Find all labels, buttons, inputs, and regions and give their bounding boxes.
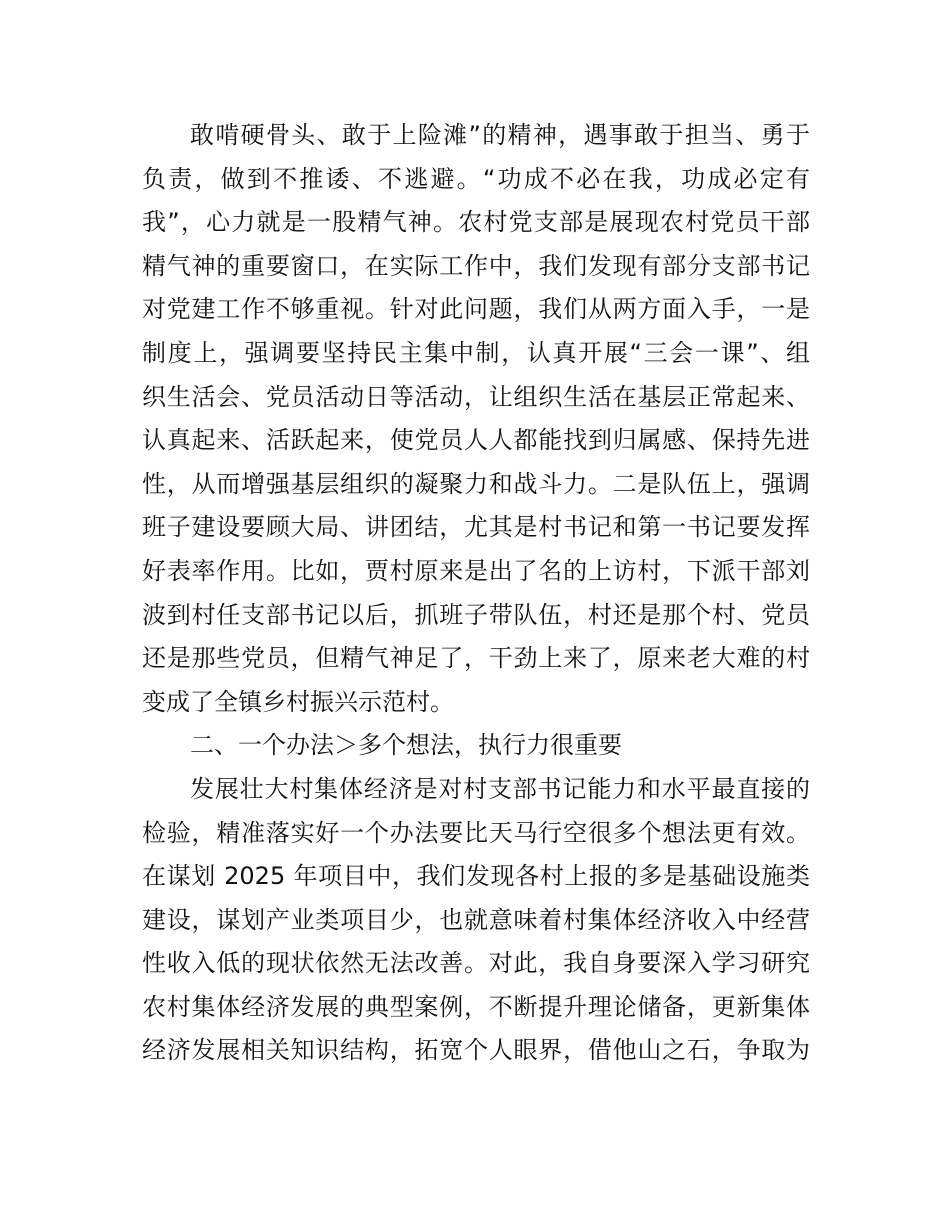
- text-line: 精气神的重要窗口，在实际工作中，我们发现有部分支部书记: [142, 251, 810, 280]
- text-line: 认真起来、活跃起来，使党员人人都能找到归属感、保持先进: [142, 426, 810, 455]
- text-line: 检验，精准落实好一个办法要比天马行空很多个想法更有效。: [142, 818, 810, 847]
- text-line: 变成了全镇乡村振兴示范村。: [142, 687, 454, 716]
- paragraph: [142, 768, 810, 1073]
- text-line: 敢啃硬骨头、敢于上险滩”的精神，遇事敢于担当、勇于: [190, 121, 810, 149]
- text-line: 发展壮大村集体经济是对村支部书记能力和水平最直接的: [190, 774, 810, 803]
- text-line: 农村集体经济发展的典型案例，不断提升理论储备，更新集体: [142, 992, 810, 1021]
- text-line: 对党建工作不够重视。针对此问题，我们从两方面入手，一是: [142, 295, 810, 324]
- text-line: 我”，心力就是一股精气神。农村党支部是展现农村党员干部: [142, 208, 810, 237]
- text-line: 性收入低的现状依然无法改善。对此，我自身要深入学习研究: [142, 949, 810, 978]
- text-line: 制度上，强调要坚持民主集中制，认真开展“三会一课”、组: [142, 338, 810, 367]
- text-line: 经济发展相关知识结构，拓宽个人眼界，借他山之石，争取为: [142, 1036, 810, 1065]
- text-line: 织生活会、党员活动日等活动，让组织生活在基层正常起来、: [142, 382, 810, 411]
- text-line: 性，从而增强基层组织的凝聚力和战斗力。二是队伍上，强调: [142, 469, 810, 498]
- text-line: 好表率作用。比如，贾村原来是出了名的上访村，下派干部刘: [142, 556, 810, 585]
- text-line: 在谋划 2025 年项目中，我们发现各村上报的多是基础设施类: [142, 862, 810, 891]
- text-line: 班子建设要顾大局、讲团结，尤其是村书记和第一书记要发挥: [142, 513, 810, 542]
- text-line: 建设，谋划产业类项目少，也就意味着村集体经济收入中经营: [142, 905, 810, 934]
- text-line: 波到村任支部书记以后，抓班子带队伍，村还是那个村、党员: [142, 600, 810, 629]
- text-line: 负责，做到不推诿、不逃避。“功成不必在我，功成必定有: [142, 164, 810, 193]
- paragraph: [142, 114, 810, 724]
- text-line: 还是那些党员，但精气神足了，干劲上来了，原来老大难的村: [142, 644, 810, 673]
- document-body: [142, 114, 810, 1073]
- section-heading: 二、一个办法＞多个想法，执行力很重要: [190, 731, 622, 760]
